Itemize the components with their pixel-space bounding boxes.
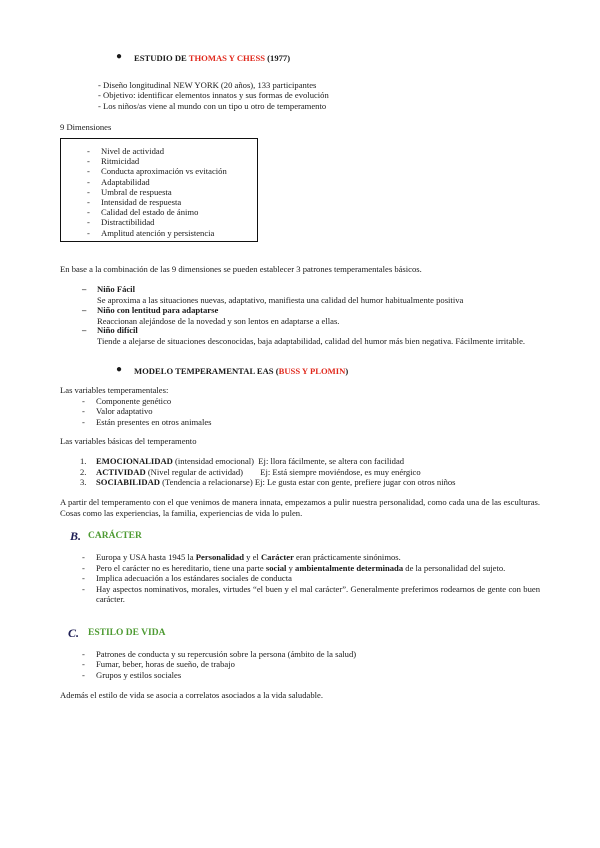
eas-heading: MODELO TEMPERAMENTAL EAS (BUSS Y PLOMIN)	[134, 366, 349, 376]
caracter-list	[82, 552, 540, 605]
thomas-chess-heading: ESTUDIO DE THOMAS Y CHESS (1977)	[134, 53, 291, 63]
list-item: - Fumar, beber, horas de sueño, de trabajo	[82, 659, 235, 670]
list-item: - Adaptabilidad	[87, 176, 150, 187]
list-item: 1. EMOCIONALIDAD (intensidad emocional) Ej: llora fácilmente, se altera con facilidad	[80, 456, 405, 466]
section-letter-b: B.	[70, 529, 82, 543]
dimensions-box	[60, 138, 258, 242]
list-item: 2. ACTIVIDAD (Nivel regular de actividad) Ej: Está siempre moviéndose, es muy enérgico	[80, 466, 421, 477]
list-item: - Distractibilidad	[87, 217, 155, 228]
list-item: - Pero el carácter no es hereditario, tiene una parte social y ambientalmente determinada de la personalidad del sujeto.	[82, 562, 506, 573]
patterns-intro: En base a la combinación de las 9 dimensiones se pueden establecer 3 patrones temperamentales básicos.	[60, 264, 422, 274]
list-item: - Europa y USA hasta 1945 la Personalidad y el Carácter eran prácticamente sinónimos.	[82, 552, 401, 562]
pattern-text-difficult: Tiende a alejarse de situaciones desconocidas, baja adaptabilidad, calidad del humor más bien negativa. Fácilmente irritable.	[97, 336, 526, 346]
eas-basic-list	[80, 456, 456, 488]
pattern-title-slow: Niño con lentitud para adaptarse	[97, 305, 219, 315]
eas-basic-heading: Las variables básicas del temperamento	[60, 436, 197, 446]
section-letter-c: C.	[68, 626, 80, 640]
list-item: - Componente genético	[82, 396, 172, 406]
pattern-dash: –	[82, 305, 87, 315]
list-item: - Conducta aproximación vs evitación	[87, 166, 227, 177]
list-item: - Diseño longitudinal NEW YORK (20 años), 133 participantes	[98, 80, 317, 90]
list-item: - Amplitud atención y persistencia	[87, 227, 215, 238]
pattern-title-easy: Niño Fácil	[97, 284, 135, 294]
estilo-heading: ESTILO DE VIDA	[88, 628, 166, 638]
estilo-closing: Además el estilo de vida se asocia a correlatos asociados a la vida saludable.	[60, 690, 323, 700]
eas-closing-paragraph: A partir del temperamento con el que venimos de manera innata, empezamos a pulir nuestra personalidad, como cada una de las esculturas. Cosas como las experiencias, la familia, experiencias de vida lo pulen.	[60, 497, 540, 518]
list-item: - Los niños/as viene al mundo con un tipo u otro de temperamento	[98, 100, 327, 111]
caracter-heading: CARÁCTER	[88, 531, 142, 541]
pattern-text-easy: Se aproxima a las situaciones nuevas, adaptativo, manifiesta una calidad del humor habitualmente positiva	[97, 295, 464, 305]
list-item: - Implica adecuación a los estándares sociales de conducta	[82, 573, 292, 583]
pattern-title-difficult: Niño difícil	[97, 325, 138, 335]
dimensions-heading: 9 Dimensiones	[60, 122, 112, 132]
pattern-dash: –	[82, 284, 87, 294]
list-item: - Están presentes en otros animales	[82, 416, 212, 427]
list-item: - Hay aspectos nominativos, morales, virtudes “el buen y el mal carácter”. Generalmente preferimos rodearnos de gente con buen carácter.	[82, 583, 540, 604]
thomas-chess-bullets	[98, 80, 329, 111]
list-item: - Ritmicidad	[87, 156, 140, 167]
eas-variables-heading: Las variables temperamentales:	[60, 385, 169, 395]
list-item: - Nivel de actividad	[87, 146, 164, 156]
pattern-dash: –	[82, 325, 87, 335]
list-item: - Grupos y estilos sociales	[82, 669, 182, 680]
bullet-dot: ●	[116, 51, 123, 62]
list-item: - Calidad del estado de ánimo	[87, 207, 199, 218]
eas-variables-list	[82, 396, 212, 427]
bullet-dot: ●	[116, 364, 123, 375]
list-item: - Patrones de conducta y su repercusión sobre la persona (ámbito de la salud)	[82, 649, 357, 659]
estilo-list	[82, 649, 356, 680]
pattern-text-slow: Reaccionan alejándose de la novedad y son lentos en adaptarse a ellas.	[97, 316, 340, 326]
list-item: - Umbral de respuesta	[87, 186, 172, 197]
list-item: - Intensidad de respuesta	[87, 197, 182, 208]
list-item: - Objetivo: identificar elementos innatos y sus formas de evolución	[98, 90, 329, 101]
list-item: 3. SOCIABILIDAD (Tendencia a relacionarse) Ej: Le gusta estar con gente, prefiere jugar con otros niños	[80, 477, 456, 487]
list-item: - Valor adaptativo	[82, 406, 153, 417]
